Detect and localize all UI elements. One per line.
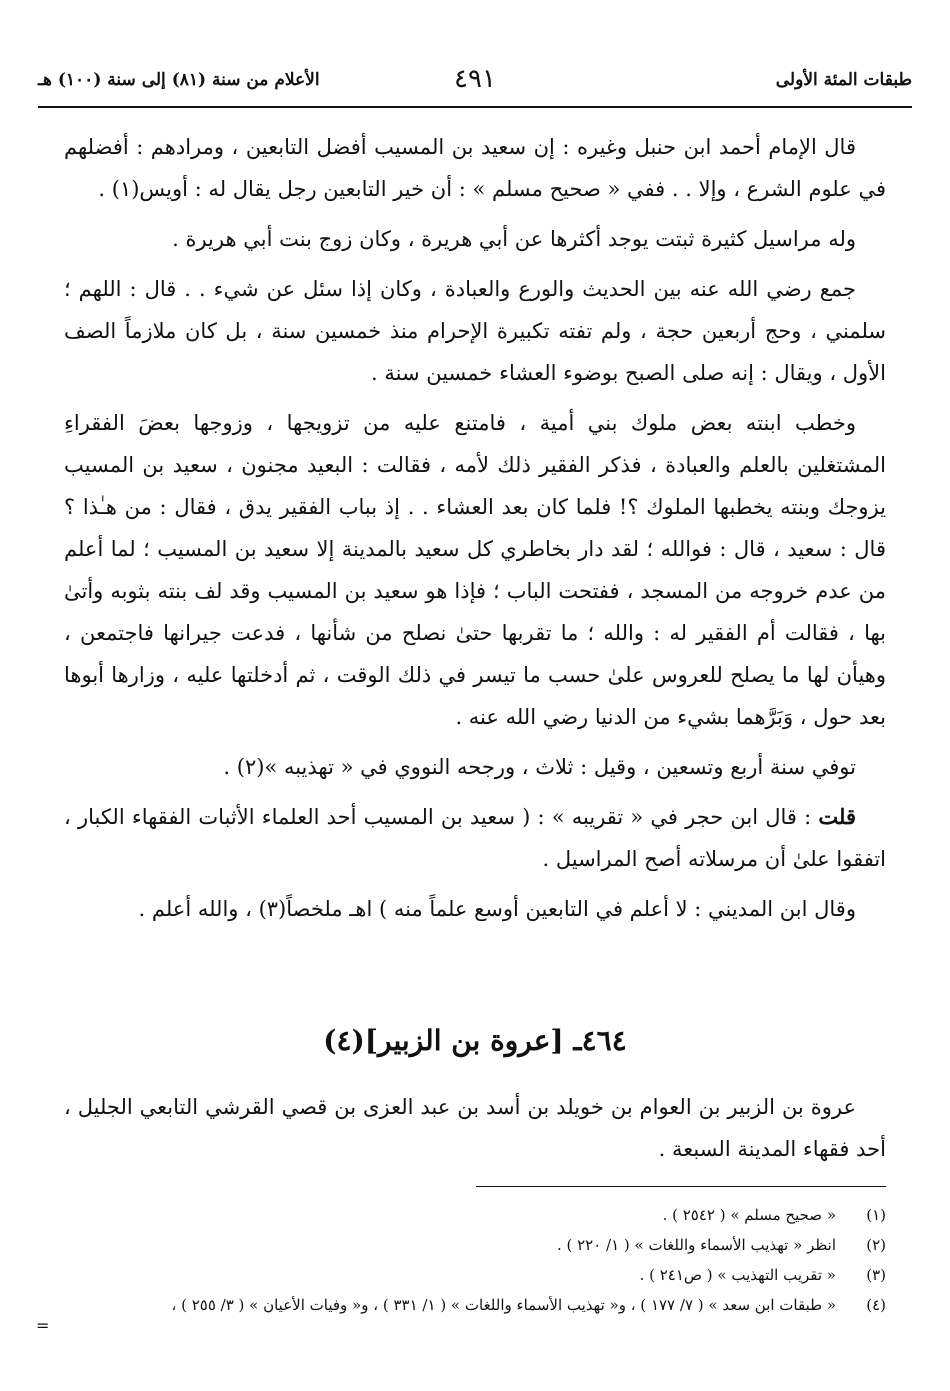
main-text (64, 126, 886, 938)
paragraph: توفي سنة أربع وتسعين ، وقيل : ثلاث ، ورجحه النووي في « تهذيبه »(٢) . (223, 755, 856, 779)
footnote-text: « تقريب التهذيب » ( ص٢٤١ ) . (639, 1266, 836, 1284)
page-number: ٤٩١ (454, 64, 496, 94)
paragraph: وخطب ابنته بعض ملوك بني أمية ، فامتنع عليه من تزويجها ، وزوجها بعضَ الفقراءِ المشتغلين بالعلم والعبادة ، فذكر الفقير ذلك لأمه ، فقالت : البعيد مجنون ، سعيد بن المسيب يزوجك وبنته يخطبها الملوك ؟! فلما كان بعد العشاء . . إذ بباب الفقير يدق ، فقال : من هـٰذا ؟ قال : سعيد ، قال : فوالله ؛ لقد دار بخاطري كل سعيد بالمدينة إلا سعيد بن المسيب ؛ لما أعلم من عدم خروجه من المسجد ، ففتحت الباب ؛ فإذا هو سعيد بن المسيب وقد لف بنته بثوبه وأتىٰ بها ، فقالت أم الفقير له : والله ؛ ما تقربها حتىٰ نصلح من شأنها ، فدعت جيرانها فاجتمعن ، وهيأن لها ما يصلح للعروس علىٰ حسب ما تيسر في ذلك الوقت ، ثم أدخلتها عليه ، وزارها أبوها بعد حول ، وَبَرَّهما بشيء من الدنيا رضي الله عنه . (64, 411, 886, 729)
footnote-number: (٣) (866, 1266, 886, 1284)
page-header (38, 64, 912, 100)
footnote-text: انظر « تهذيب الأسماء واللغات » ( ١/ ٢٢٠ ) . (556, 1236, 836, 1254)
qultu-lead: قلت (818, 804, 856, 829)
section-heading: ٤٦٤ـ [عروة بن الزبير](٤) (323, 1024, 627, 1057)
section-paragraph: عروة بن الزبير بن العوام بن خويلد بن أسد بن عبد العزى بن قصي القرشي التابعي الجليل ، أحد فقهاء المدينة السبعة . (64, 1095, 886, 1161)
footnote (40, 1260, 886, 1290)
qultu-paragraph (64, 796, 886, 880)
year-range: الأعلام من سنة (٨١) إلى سنة (١٠٠) هـ (38, 70, 320, 90)
footnote-number: (١) (866, 1206, 886, 1224)
continuation-mark: = (36, 1316, 50, 1335)
closing-paragraph: وقال ابن المديني : لا أعلم في التابعين أوسع علماً منه ) اهـ ملخصاً(٣) ، والله أعلم . (138, 897, 856, 921)
footnote (40, 1290, 886, 1320)
book-title: طبقات المئة الأولى (775, 70, 912, 90)
qultu-text: : قال ابن حجر في « تقريبه » : ( سعيد بن المسيب أحد العلماء الأثبات الفقهاء الكبار ، اتفقوا علىٰ أن مرسلاته أصح المراسيل . (64, 805, 886, 871)
paragraph: جمع رضي الله عنه بين الحديث والورع والعبادة ، وكان إذا سئل عن شيء . . قال : اللهم ؛ سلمني ، وحج أربعين حجة ، ولم تفته تكبيرة الإحرام منذ خمسين سنة ، بل كان ملازماً الصف الأول ، ويقال : إنه صلى الصبح بوضوء العشاء خمسين سنة . (64, 277, 886, 385)
footnotes (40, 1200, 886, 1320)
paragraph: وله مراسيل كثيرة ثبتت يوجد أكثرها عن أبي هريرة ، وكان زوج بنت أبي هريرة . (172, 227, 856, 251)
footnote-number: (٤) (866, 1296, 886, 1314)
footnote-divider (476, 1186, 886, 1187)
footnote (40, 1230, 886, 1260)
footnote-number: (٢) (866, 1236, 886, 1254)
section-text (64, 1086, 886, 1170)
header-divider (38, 106, 912, 108)
paragraph: قال الإمام أحمد ابن حنبل وغيره : إن سعيد بن المسيب أفضل التابعين ، ومرادهم : أفضلهم في علوم الشرع ، وإلا . . ففي « صحيح مسلم » : أن خير التابعين رجل يقال له : أويس(١) . (64, 135, 886, 201)
footnote (40, 1200, 886, 1230)
footnote-text: « صحيح مسلم » ( ٢٥٤٢ ) . (662, 1206, 836, 1224)
footnote-text: « طبقات ابن سعد » ( ٧/ ١٧٧ ) ، و« تهذيب الأسماء واللغات » ( ١/ ٣٣١ ) ، و« وفيات الأعيان » ( ٣/ ٢٥٥ ) ، (171, 1296, 836, 1314)
